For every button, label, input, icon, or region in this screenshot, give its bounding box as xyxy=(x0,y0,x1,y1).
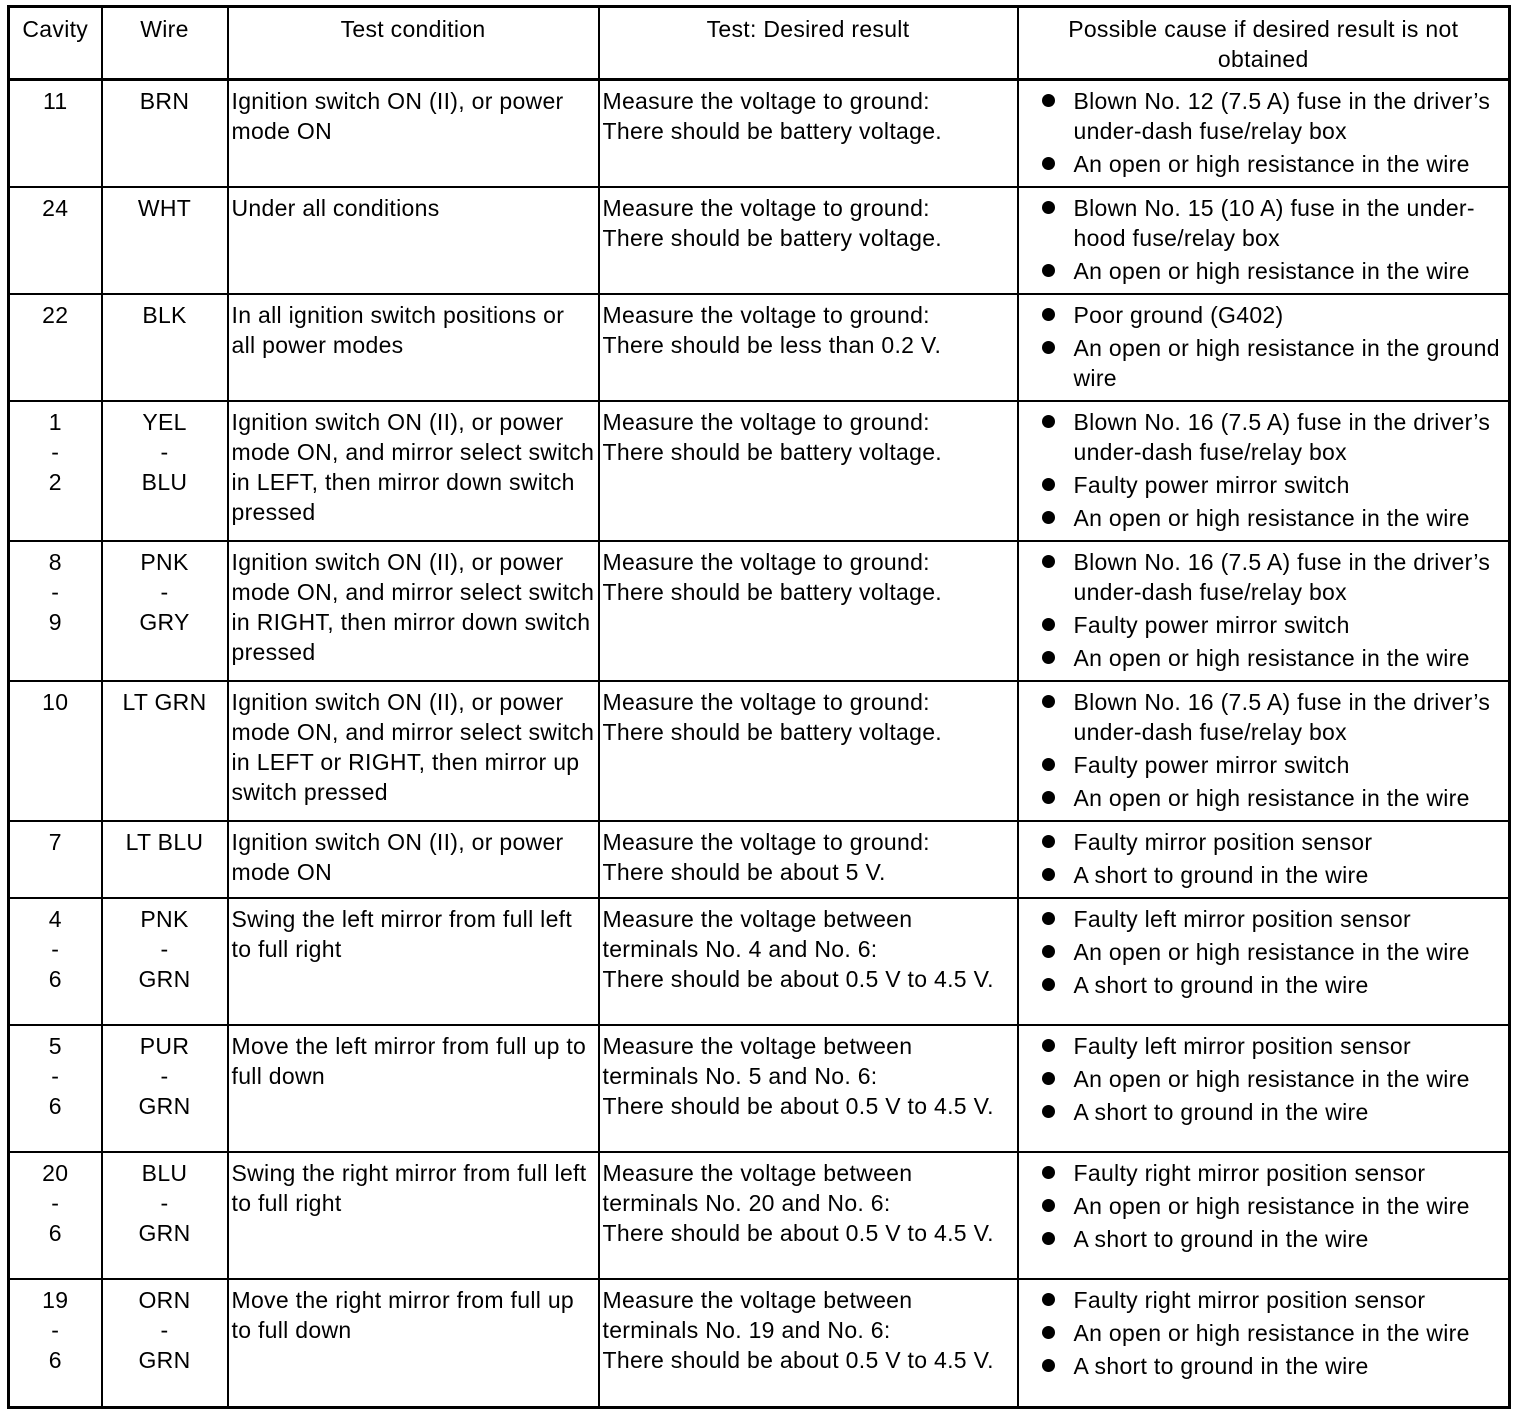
wire-cell-value: PNK xyxy=(140,906,189,932)
test-condition-cell: Ignition switch ON (II), or power mode ON, and mirror select switch in LEFT, then mirror down switch pressed xyxy=(228,401,599,541)
cause-list-item: An open or high resistance in the wire xyxy=(1042,643,1506,673)
desired-result-line: There should be about 0.5 V to 4.5 V. xyxy=(602,1093,994,1119)
wire-cell-value: GRN xyxy=(138,966,191,992)
cause-list-item: Faulty left mirror position sensor xyxy=(1042,904,1506,934)
wire-cell-value: BLU xyxy=(141,1160,188,1186)
wire-cell-value: LT GRN xyxy=(122,689,207,715)
table-row xyxy=(9,541,1510,681)
header-desired-result: Test: Desired result xyxy=(599,7,1018,80)
wire-cell xyxy=(102,294,228,401)
cavity-cell-value: 19 xyxy=(42,1287,69,1313)
cavity-cell-value: 6 xyxy=(48,1093,62,1119)
cause-list-item: Blown No. 12 (7.5 A) fuse in the driver’s under-dash fuse/relay box xyxy=(1042,86,1506,146)
cavity-cell-value: - xyxy=(51,1190,60,1216)
table-row xyxy=(9,294,1510,401)
desired-result-line: Measure the voltage to ground: xyxy=(602,829,930,855)
wire-cell xyxy=(102,401,228,541)
desired-result-cell xyxy=(599,401,1018,541)
wire-cell-value: - xyxy=(160,1063,169,1089)
cavity-cell xyxy=(9,401,102,541)
desired-result-line: There should be battery voltage. xyxy=(602,118,942,144)
test-condition-cell: Under all conditions xyxy=(228,187,599,294)
wire-cell-value: WHT xyxy=(137,195,192,221)
cause-list-item: An open or high resistance in the wire xyxy=(1042,1191,1506,1221)
desired-result-line: There should be battery voltage. xyxy=(602,439,942,465)
cavity-cell xyxy=(9,1025,102,1152)
wire-cell-value: - xyxy=(160,1317,169,1343)
desired-result-cell xyxy=(599,1025,1018,1152)
cause-list xyxy=(1022,407,1506,533)
possible-cause-cell xyxy=(1018,681,1510,821)
desired-result-line: Measure the voltage between terminals No. 20 and No. 6: xyxy=(602,1160,913,1216)
test-condition-cell: Swing the left mirror from full left to full right xyxy=(228,898,599,1025)
desired-result-cell xyxy=(599,681,1018,821)
possible-cause-cell xyxy=(1018,821,1510,898)
wire-cell-value: PNK xyxy=(140,549,189,575)
wire-cell-value: - xyxy=(160,439,169,465)
desired-result-line: Measure the voltage to ground: xyxy=(602,549,930,575)
possible-cause-cell xyxy=(1018,401,1510,541)
table-body xyxy=(9,80,1510,1408)
test-condition-cell: Ignition switch ON (II), or power mode ON, and mirror select switch in LEFT or RIGHT, then mirror up switch pressed xyxy=(228,681,599,821)
cavity-cell xyxy=(9,80,102,188)
table-header xyxy=(9,7,1510,80)
possible-cause-cell xyxy=(1018,541,1510,681)
desired-result-cell xyxy=(599,898,1018,1025)
wire-cell xyxy=(102,898,228,1025)
test-condition-cell: In all ignition switch positions or all power modes xyxy=(228,294,599,401)
cavity-cell xyxy=(9,187,102,294)
desired-result-line: There should be about 0.5 V to 4.5 V. xyxy=(602,1220,994,1246)
cavity-cell-value: 8 xyxy=(48,549,62,575)
desired-result-line: There should be less than 0.2 V. xyxy=(602,332,942,358)
cavity-cell-value: - xyxy=(51,936,60,962)
cause-list-item: Faulty power mirror switch xyxy=(1042,610,1506,640)
table-row xyxy=(9,80,1510,188)
cause-list-item: An open or high resistance in the wire xyxy=(1042,1064,1506,1094)
table-row xyxy=(9,1152,1510,1279)
cavity-cell xyxy=(9,294,102,401)
wire-cell-value: LT BLU xyxy=(125,829,204,855)
cause-list-item: A short to ground in the wire xyxy=(1042,970,1506,1000)
wire-cell xyxy=(102,541,228,681)
cause-list xyxy=(1022,1158,1506,1254)
cavity-cell xyxy=(9,1279,102,1407)
cause-list-item: A short to ground in the wire xyxy=(1042,1097,1506,1127)
cavity-cell-value: - xyxy=(51,579,60,605)
cause-list-item: An open or high resistance in the ground wire xyxy=(1042,333,1506,393)
wire-cell-value: - xyxy=(160,1190,169,1216)
cavity-cell-value: 7 xyxy=(48,829,62,855)
test-condition-cell: Ignition switch ON (II), or power mode ON xyxy=(228,821,599,898)
desired-result-line: Measure the voltage to ground: xyxy=(602,195,930,221)
cause-list-item: Faulty power mirror switch xyxy=(1042,470,1506,500)
cavity-cell-value: 22 xyxy=(42,302,69,328)
cause-list xyxy=(1022,1285,1506,1381)
desired-result-line: There should be battery voltage. xyxy=(602,719,942,745)
cause-list-item: Faulty mirror position sensor xyxy=(1042,827,1506,857)
wire-cell-value: BLK xyxy=(142,302,187,328)
cause-list xyxy=(1022,86,1506,179)
cause-list-item: Faulty right mirror position sensor xyxy=(1042,1158,1506,1188)
cause-list-item: An open or high resistance in the wire xyxy=(1042,503,1506,533)
cause-list-item: An open or high resistance in the wire xyxy=(1042,783,1506,813)
table-row xyxy=(9,681,1510,821)
cause-list xyxy=(1022,300,1506,393)
cause-list-item: Faulty power mirror switch xyxy=(1042,750,1506,780)
wire-cell-value: - xyxy=(160,579,169,605)
desired-result-line: Measure the voltage to ground: xyxy=(602,689,930,715)
header-possible-cause: Possible cause if desired result is not obtained xyxy=(1018,7,1510,80)
cavity-cell-value: 1 xyxy=(48,409,62,435)
cavity-cell-value: - xyxy=(51,439,60,465)
cause-list-item: An open or high resistance in the wire xyxy=(1042,937,1506,967)
wire-cell xyxy=(102,1279,228,1407)
desired-result-line: There should be battery voltage. xyxy=(602,579,942,605)
cause-list-item: Faulty left mirror position sensor xyxy=(1042,1031,1506,1061)
desired-result-cell xyxy=(599,80,1018,188)
test-condition-cell: Ignition switch ON (II), or power mode ON xyxy=(228,80,599,188)
table-row xyxy=(9,187,1510,294)
desired-result-cell xyxy=(599,541,1018,681)
desired-result-line: There should be about 0.5 V to 4.5 V. xyxy=(602,966,994,992)
test-condition-cell: Ignition switch ON (II), or power mode ON, and mirror select switch in RIGHT, then mirror down switch pressed xyxy=(228,541,599,681)
desired-result-line: There should be about 5 V. xyxy=(602,859,886,885)
cause-list-item: An open or high resistance in the wire xyxy=(1042,149,1506,179)
possible-cause-cell xyxy=(1018,898,1510,1025)
wire-cell-value: PUR xyxy=(139,1033,190,1059)
cause-list xyxy=(1022,687,1506,813)
cavity-cell-value: 2 xyxy=(48,469,62,495)
wire-cell xyxy=(102,1025,228,1152)
desired-result-cell xyxy=(599,294,1018,401)
cause-list-item: A short to ground in the wire xyxy=(1042,1351,1506,1381)
desired-result-line: Measure the voltage to ground: xyxy=(602,88,930,114)
cavity-cell xyxy=(9,1152,102,1279)
cavity-cell-value: 24 xyxy=(42,195,69,221)
wire-test-table xyxy=(7,5,1511,1409)
cavity-cell-value: - xyxy=(51,1063,60,1089)
cause-list-item: Blown No. 16 (7.5 A) fuse in the driver’s under-dash fuse/relay box xyxy=(1042,547,1506,607)
cavity-cell-value: 5 xyxy=(48,1033,62,1059)
desired-result-line: There should be about 0.5 V to 4.5 V. xyxy=(602,1347,994,1373)
cavity-cell xyxy=(9,681,102,821)
header-cavity: Cavity xyxy=(9,7,102,80)
table-row xyxy=(9,898,1510,1025)
cause-list xyxy=(1022,547,1506,673)
wire-cell-value: GRN xyxy=(138,1347,191,1373)
desired-result-line: Measure the voltage between terminals No. 19 and No. 6: xyxy=(602,1287,913,1343)
cause-list xyxy=(1022,193,1506,286)
cause-list-item: Faulty right mirror position sensor xyxy=(1042,1285,1506,1315)
cavity-cell-value: 6 xyxy=(48,1220,62,1246)
cause-list xyxy=(1022,827,1506,890)
desired-result-line: Measure the voltage between terminals No. 5 and No. 6: xyxy=(602,1033,913,1089)
wire-cell-value: YEL xyxy=(142,409,187,435)
desired-result-cell xyxy=(599,1279,1018,1407)
cavity-cell xyxy=(9,898,102,1025)
possible-cause-cell xyxy=(1018,1279,1510,1407)
possible-cause-cell xyxy=(1018,187,1510,294)
cavity-cell-value: 10 xyxy=(42,689,69,715)
cause-list-item: A short to ground in the wire xyxy=(1042,1224,1506,1254)
possible-cause-cell xyxy=(1018,1025,1510,1152)
desired-result-cell xyxy=(599,187,1018,294)
cause-list-item: A short to ground in the wire xyxy=(1042,860,1506,890)
possible-cause-cell xyxy=(1018,80,1510,188)
test-condition-cell: Move the left mirror from full up to full down xyxy=(228,1025,599,1152)
cause-list-item: Blown No. 16 (7.5 A) fuse in the driver’s under-dash fuse/relay box xyxy=(1042,687,1506,747)
cause-list-item: An open or high resistance in the wire xyxy=(1042,1318,1506,1348)
cavity-cell-value: 11 xyxy=(43,88,68,114)
cavity-cell-value: - xyxy=(51,1317,60,1343)
header-wire: Wire xyxy=(102,7,228,80)
wire-cell xyxy=(102,187,228,294)
cause-list xyxy=(1022,1031,1506,1127)
cause-list-item: Poor ground (G402) xyxy=(1042,300,1506,330)
test-condition-cell: Swing the right mirror from full left to full right xyxy=(228,1152,599,1279)
cavity-cell xyxy=(9,821,102,898)
cause-list-item: Blown No. 16 (7.5 A) fuse in the driver’s under-dash fuse/relay box xyxy=(1042,407,1506,467)
table-row xyxy=(9,821,1510,898)
wire-cell-value: BLU xyxy=(141,469,188,495)
cavity-cell xyxy=(9,541,102,681)
wire-cell xyxy=(102,681,228,821)
table-row xyxy=(9,401,1510,541)
cavity-cell-value: 9 xyxy=(48,609,62,635)
cavity-cell-value: 6 xyxy=(48,966,62,992)
wire-cell xyxy=(102,1152,228,1279)
table-row xyxy=(9,1279,1510,1407)
desired-result-line: There should be battery voltage. xyxy=(602,225,942,251)
wire-cell-value: BRN xyxy=(139,88,190,114)
wire-cell xyxy=(102,821,228,898)
desired-result-line: Measure the voltage to ground: xyxy=(602,409,930,435)
table-row xyxy=(9,1025,1510,1152)
desired-result-cell xyxy=(599,821,1018,898)
test-condition-cell: Move the right mirror from full up to full down xyxy=(228,1279,599,1407)
cavity-cell-value: 20 xyxy=(42,1160,69,1186)
wire-cell-value: GRY xyxy=(139,609,190,635)
wire-cell-value: GRN xyxy=(138,1220,191,1246)
cause-list-item: An open or high resistance in the wire xyxy=(1042,256,1506,286)
cavity-cell-value: 4 xyxy=(48,906,62,932)
wire-cell-value: GRN xyxy=(138,1093,191,1119)
cause-list-item: Blown No. 15 (10 A) fuse in the under-hood fuse/relay box xyxy=(1042,193,1506,253)
cause-list xyxy=(1022,904,1506,1000)
cavity-cell-value: 6 xyxy=(48,1347,62,1373)
possible-cause-cell xyxy=(1018,294,1510,401)
desired-result-line: Measure the voltage between terminals No. 4 and No. 6: xyxy=(602,906,913,962)
desired-result-line: Measure the voltage to ground: xyxy=(602,302,930,328)
wire-cell-value: ORN xyxy=(138,1287,191,1313)
desired-result-cell xyxy=(599,1152,1018,1279)
possible-cause-cell xyxy=(1018,1152,1510,1279)
header-test-condition: Test condition xyxy=(228,7,599,80)
wire-cell xyxy=(102,80,228,188)
wire-cell-value: - xyxy=(160,936,169,962)
